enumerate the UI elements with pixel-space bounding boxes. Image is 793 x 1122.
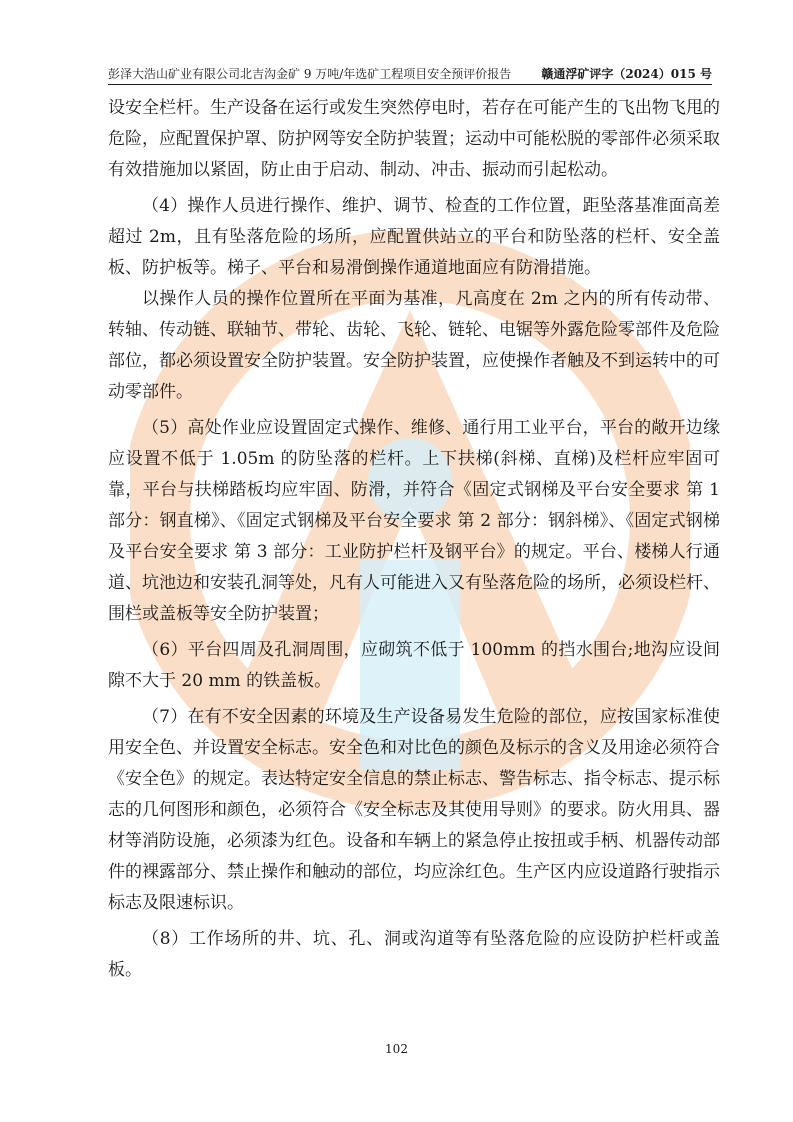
header-report-number: 赣通浮矿评字（2024）015 号 <box>541 67 712 81</box>
header-report-title: 彭泽大浩山矿业有限公司北吉沟金矿 9 万吨/年选矿工程项目安全预评价报告 <box>108 67 512 81</box>
body-text <box>108 93 720 986</box>
page-number: 102 <box>385 1042 408 1056</box>
paragraph: 设安全栏杆。生产设备在运行或发生突然停电时，若存在可能产生的飞出物飞甩的危险，应配置保护罩、防护网等安全防护装置；运动中可能松脱的零部件必须采取有效措施加以紧固，防止由于启动、制动、冲击、振动而引起松动。 <box>108 98 720 180</box>
paragraph: （6）平台四周及孔洞周围，应砌筑不低于 100mm 的挡水围台;地沟应设间隙不大于 20 mm 的铁盖板。 <box>108 640 720 691</box>
paragraph: （8）工作场所的井、坑、孔、洞或沟道等有坠落危险的应设防护栏杆或盖板。 <box>108 929 720 980</box>
paragraph: （7）在有不安全因素的环境及生产设备易发生危险的部位，应按国家标准使用安全色、并设置安全标志。安全色和对比色的颜色及标示的含义及用途必须符合《安全色》的规定。表达特定安全信息的禁止标志、警告标志、指令标志、提示标志的几何图形和颜色，必须符合《安全标志及其使用导则》的要求。防火用具、器材等消防设施，必须漆为红色。设备和车辆上的紧急停止按扭或手柄、机器传动部件的裸露部分、禁止操作和触动的部位，均应涂红色。生产区内应设道路行驶指示标志及限速标识。 <box>108 707 720 913</box>
paragraph: （5）高处作业应设置固定式操作、维修、通行用工业平台，平台的敞开边缘应设置不低于 1.05m 的防坠落的栏杆。上下扶梯(斜梯、直梯)及栏杆应牢固可靠，平台与扶梯踏板均应牢固、防滑，并符合《固定式钢梯及平台安全要求 第 1 部分：钢直梯》、《固定式钢梯及平台安全要求 第 2 部分：钢斜梯》、《固定式钢梯及平台安全要求 第 3 部分：工业防护栏杆及钢平台》的规定。平台、楼梯人行通道、坑池边和安装孔洞等处，凡有人可能进入又有坠落危险的场所，必须设栏杆、围栏或盖板等安全防护装置； <box>108 418 720 624</box>
page-header <box>108 64 712 85</box>
paragraph: 以操作人员的操作位置所在平面为基准，凡高度在 2m 之内的所有传动带、转轴、传动链、联轴节、带轮、齿轮、飞轮、链轮、电锯等外露危险零部件及危险部位，都必须设置安全防护装置。安全防护装置，应使操作者触及不到运转中的可动零部件。 <box>108 289 720 402</box>
paragraph: （4）操作人员进行操作、维护、调节、检查的工作位置，距坠落基准面高差超过 2m，且有坠落危险的场所，应配置供站立的平台和防坠落的栏杆、安全盖板、防护板等。梯子、平台和易滑倒操作通道地面应有防滑措施。 <box>108 196 720 278</box>
